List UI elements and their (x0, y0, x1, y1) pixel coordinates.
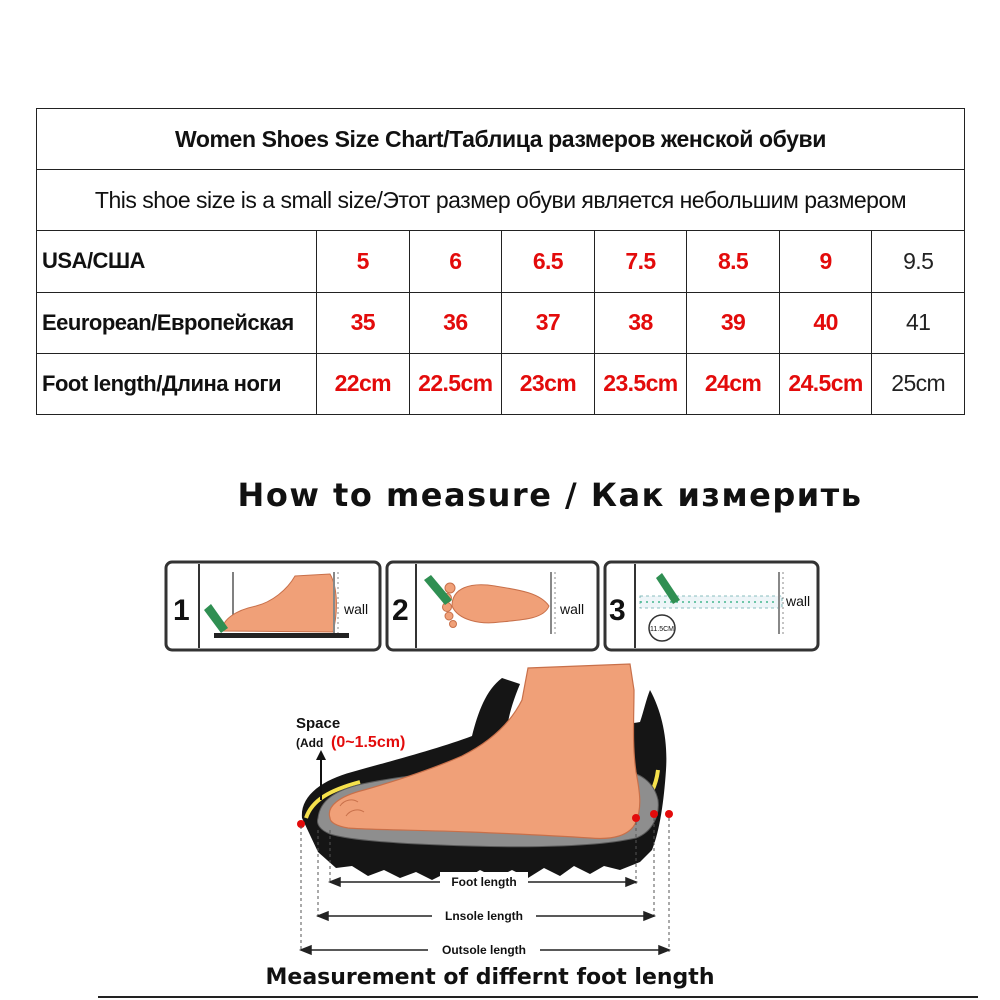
size-cell: 39 (687, 292, 780, 353)
foot-length-label: Foot length (451, 875, 517, 889)
size-cell: 35 (317, 292, 410, 353)
bottom-divider (98, 996, 978, 998)
step-3-number: 3 (609, 594, 626, 627)
size-cell: 41 (872, 292, 965, 353)
size-cell: 9.5 (872, 231, 965, 292)
size-cell: 23cm (502, 353, 595, 414)
row-label-european: Eeuropean/Европейская (37, 292, 317, 353)
measure-dot (632, 814, 640, 822)
size-cell: 7.5 (594, 231, 687, 292)
how-to-measure-title: How to measure / Как измерить (237, 476, 863, 514)
size-cell: 8.5 (687, 231, 780, 292)
size-chart-table (36, 108, 965, 415)
step-1-number: 1 (173, 594, 190, 627)
wall-label: wall (560, 601, 585, 617)
measure-dot (665, 810, 673, 818)
wall-label: wall (344, 601, 369, 617)
measure-diagram (0, 550, 1000, 1000)
step-3-panel (605, 562, 818, 650)
size-cell: 22.5cm (409, 353, 502, 414)
size-cell: 6 (409, 231, 502, 292)
row-label-foot-length: Foot length/Длина ноги (37, 353, 317, 414)
add-range: (0~1.5cm) (331, 734, 406, 751)
wall-label: wall (786, 593, 811, 609)
space-label: Space (296, 715, 341, 732)
size-row-foot-length (37, 353, 965, 414)
size-cell: 38 (594, 292, 687, 353)
outsole-length-label: Outsole length (442, 943, 526, 957)
step-1-panel (166, 562, 380, 650)
step-2-number: 2 (392, 594, 409, 627)
size-cell: 24.5cm (779, 353, 872, 414)
measure-dot (650, 810, 658, 818)
size-cell: 37 (502, 292, 595, 353)
size-cell: 22cm (317, 353, 410, 414)
size-cell: 40 (779, 292, 872, 353)
shoe-foot-illustration (297, 664, 673, 880)
size-cell: 6.5 (502, 231, 595, 292)
size-row-european (37, 292, 965, 353)
size-cell: 9 (779, 231, 872, 292)
size-cell: 36 (409, 292, 502, 353)
size-chart-title: Women Shoes Size Chart/Таблица размеров женской обуви (37, 109, 965, 170)
size-row-usa (37, 231, 965, 292)
foot-shape (329, 664, 639, 838)
size-cell: 24cm (687, 353, 780, 414)
measure-badge-label: 11.5CM (650, 626, 674, 633)
row-label-usa: USA/США (37, 231, 317, 292)
size-cell: 23.5cm (594, 353, 687, 414)
insole-length-label: Lnsole length (445, 909, 523, 923)
size-cell: 25cm (872, 353, 965, 414)
measurement-caption: Measurement of differnt foot length (265, 965, 715, 990)
size-chart-note: This shoe size is a small size/Этот размер обуви является небольшим размером (37, 170, 965, 231)
step-2-panel (387, 562, 598, 650)
add-prefix: (Add (296, 736, 324, 750)
size-cell: 5 (317, 231, 410, 292)
